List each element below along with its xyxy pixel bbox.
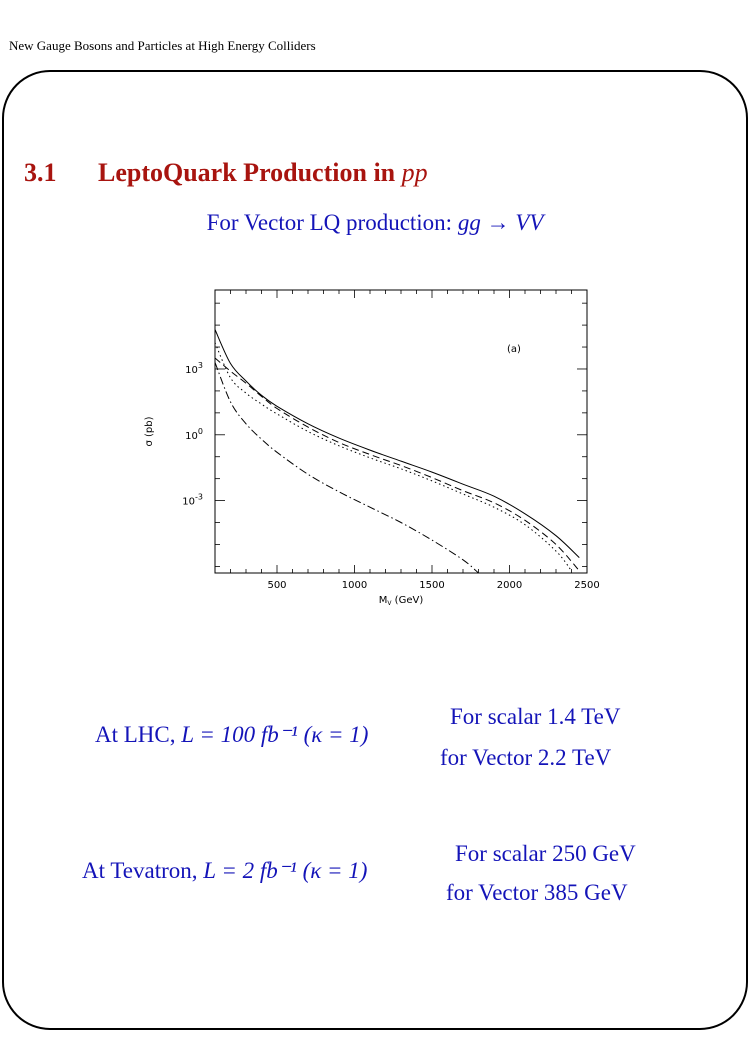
series-line-dashed: [215, 358, 579, 571]
section-title: LeptoQuark Production in: [98, 158, 396, 187]
x-tick-label: 500: [267, 580, 287, 591]
subtitle-text: For Vector LQ production:: [206, 210, 458, 235]
y-tick-label: $10^3$: [185, 360, 203, 376]
x-axis-label: $M_V$ (GeV): [378, 595, 424, 607]
panel-label: (a): [507, 344, 521, 355]
lhc-vector-limit: for Vector 2.2 TeV: [440, 745, 612, 770]
tevatron-vector-limit: for Vector 385 GeV: [446, 880, 628, 905]
series-line-dash-dot: [215, 362, 479, 573]
y-tick-label: $10^0$: [185, 426, 203, 442]
y-tick-label: $10^{-3}$: [182, 492, 203, 508]
series-line-dotted: [215, 343, 572, 571]
x-tick-label: 2000: [496, 580, 523, 591]
lhc-label: At LHC,: [95, 722, 182, 747]
x-tick-label: 1000: [341, 580, 368, 591]
lhc-formula: L = 100 fb⁻¹ (κ = 1): [181, 722, 369, 747]
series-line-solid: [215, 330, 579, 558]
plot-frame: [215, 290, 587, 573]
tevatron-scalar-limit: For scalar 250 GeV: [455, 841, 636, 866]
tevatron-label: At Tevatron,: [82, 858, 204, 883]
tevatron-luminosity: [82, 858, 367, 884]
cross-section-chart: [140, 282, 610, 622]
x-tick-label: 1500: [419, 580, 445, 591]
section-number: 3.1: [24, 158, 57, 187]
tevatron-formula: L = 2 fb⁻¹ (κ = 1): [203, 858, 368, 883]
y-axis-label: σ (pb): [144, 416, 155, 447]
subtitle-formula: gg → VV: [457, 210, 544, 235]
section-heading: [24, 158, 428, 188]
lhc-luminosity: [95, 722, 368, 748]
section-title-italic: pp: [401, 158, 428, 187]
lhc-scalar-limit: For scalar 1.4 TeV: [450, 704, 621, 729]
running-header: New Gauge Bosons and Particles at High Energy Colliders: [9, 38, 316, 53]
x-tick-label: 2500: [574, 580, 600, 591]
subtitle: [0, 210, 750, 236]
